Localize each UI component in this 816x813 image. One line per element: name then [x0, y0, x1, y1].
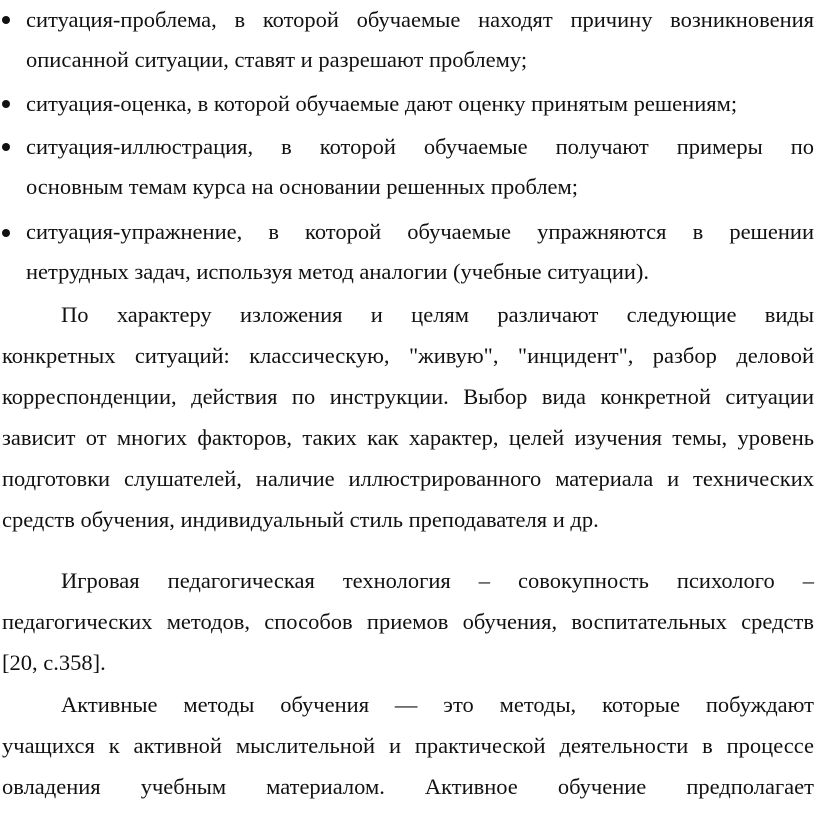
bullet-line: нетрудных задач, используя метод аналогии (учебные ситуации). — [26, 259, 650, 284]
bullet-icon — [2, 143, 10, 151]
bullet-icon — [2, 229, 10, 237]
paragraph-line: [20, с.358]. — [2, 650, 106, 675]
paragraph-line: корреспонденции, действия по инструкции. Выбор вида конкретной ситуации — [2, 384, 814, 409]
bullet-icon — [2, 16, 10, 24]
paragraph-line: По характеру изложения и целям различают следующие виды — [61, 302, 814, 327]
paragraph-line: Активные методы обучения — это методы, которые побуждают — [61, 692, 814, 717]
paragraph-line: средств обучения, индивидуальный стиль преподавателя и др. — [2, 507, 599, 532]
bullet-line: основным темам курса на основании решенных проблем; — [26, 174, 579, 199]
paragraph-line: зависит от многих факторов, таких как характер, целей изучения темы, уровень — [2, 425, 814, 450]
bullet-line: ситуация-оценка, в которой обучаемые дают оценку принятым решениям; — [26, 91, 738, 116]
paragraph-line: конкретных ситуаций: классическую, "живую", "инцидент", разбор деловой — [2, 343, 814, 368]
paragraph-line: педагогических методов, способов приемов обучения, воспитательных средств — [2, 609, 814, 634]
bullet-line: ситуация-иллюстрация, в которой обучаемые получают примеры по — [26, 134, 814, 159]
paragraph-line: учащихся к активной мыслительной и практической деятельности в процессе — [2, 733, 814, 758]
bullet-icon — [2, 100, 10, 108]
bullet-line: ситуация-проблема, в которой обучаемые находят причину возникновения — [26, 7, 814, 32]
bullet-line: описанной ситуации, ставят и разрешают проблему; — [26, 47, 528, 72]
paragraph-line: Игровая педагогическая технология – совокупность психолого – — [61, 568, 814, 593]
paragraph-line: овладения учебным материалом. Активное обучение предполагает — [2, 774, 814, 799]
bullet-line: ситуация-упражнение, в которой обучаемые упражняются в решении — [26, 219, 814, 244]
paragraph-line: подготовки слушателей, наличие иллюстрированного материала и технических — [2, 466, 814, 491]
